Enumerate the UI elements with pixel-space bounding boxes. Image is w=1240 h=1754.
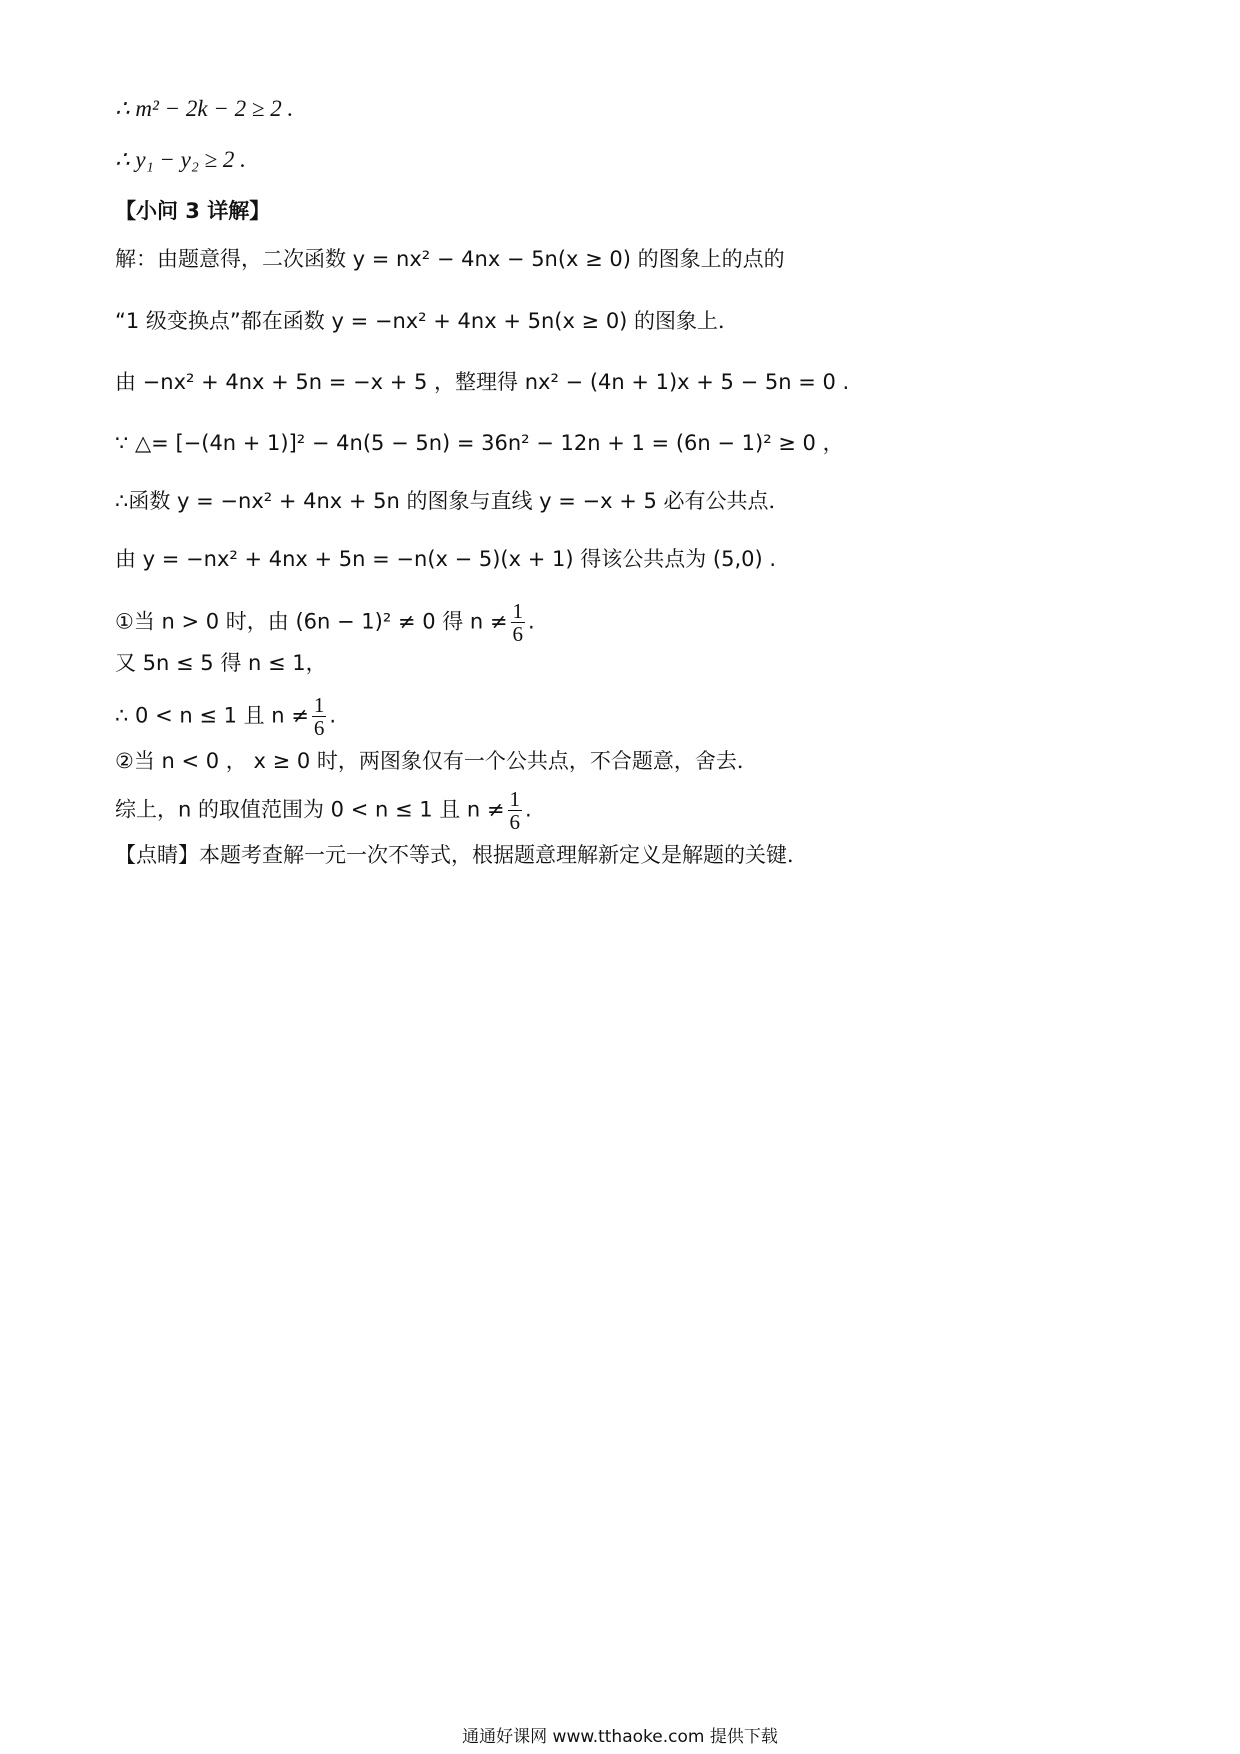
section-heading: 【小问 3 详解】 [115, 199, 271, 223]
fraction [511, 600, 526, 645]
fraction-suffix: . [525, 797, 532, 822]
text-line-10-body: ①当 n > 0 时，由 (6n − 1)² ≠ 0 得 n ≠ [115, 609, 508, 634]
fraction [508, 788, 523, 833]
fraction-denominator: 6 [313, 716, 325, 740]
page-footer: 通通好课网 www.tthaoke.com 提供下载 [462, 1727, 778, 1747]
text-line-5: “1 级变换点”都在函数 y = −nx² + 4nx + 5n(x ≥ 0) 的图象上． [115, 309, 740, 333]
text-line-12-body: ∴ 0 < n ≤ 1 且 n ≠ [115, 703, 309, 728]
fraction-suffix: . [528, 609, 535, 634]
text-line-13: ②当 n < 0 ， x ≥ 0 时，两图象仅有一个公共点，不合题意，舍去． [115, 749, 758, 773]
text-line-7: ∵ △= [−(4n + 1)]² − 4n(5 − 5n) = 36n² − 12n + 1 = (6n − 1)² ≥ 0 ， [115, 431, 844, 455]
text-line-1: ∴ m² − 2k − 2 ≥ 2 . [115, 96, 294, 121]
fraction-numerator: 1 [313, 693, 325, 717]
text-line-10 [115, 600, 535, 645]
text-line-4: 解：由题意得，二次函数 y = nx² − 4nx − 5n(x ≥ 0) 的图象上的点的 [115, 247, 785, 271]
text-line-6: 由 −nx² + 4nx + 5n = −x + 5 ，整理得 nx² − (4n + 1)x + 5 − 5n = 0 . [115, 370, 850, 394]
text-line-14 [115, 788, 532, 833]
fraction-numerator: 1 [512, 599, 523, 623]
text-line-8: ∴函数 y = −nx² + 4nx + 5n 的图象与直线 y = −x + 5 必有公共点． [115, 489, 790, 513]
fraction-suffix: . [329, 703, 337, 728]
text-line-2: ∴ y₁ − y₂ ≥ 2 . [115, 147, 246, 172]
text-line-11: 又 5n ≤ 5 得 n ≤ 1， [115, 651, 327, 675]
fraction-denominator: 6 [512, 622, 523, 646]
text-line-14-body: 综上，n 的取值范围为 0 < n ≤ 1 且 n ≠ [115, 797, 505, 822]
text-line-12 [115, 694, 336, 739]
key-point-note: 【点睛】本题考查解一元一次不等式，根据题意理解新定义是解题的关键． [115, 843, 808, 867]
fraction [312, 694, 327, 739]
text-line-9: 由 y = −nx² + 4nx + 5n = −n(x − 5)(x + 1) 得该公共点为 (5,0) . [115, 547, 777, 571]
fraction-numerator: 1 [509, 787, 521, 811]
fraction-denominator: 6 [509, 810, 521, 834]
